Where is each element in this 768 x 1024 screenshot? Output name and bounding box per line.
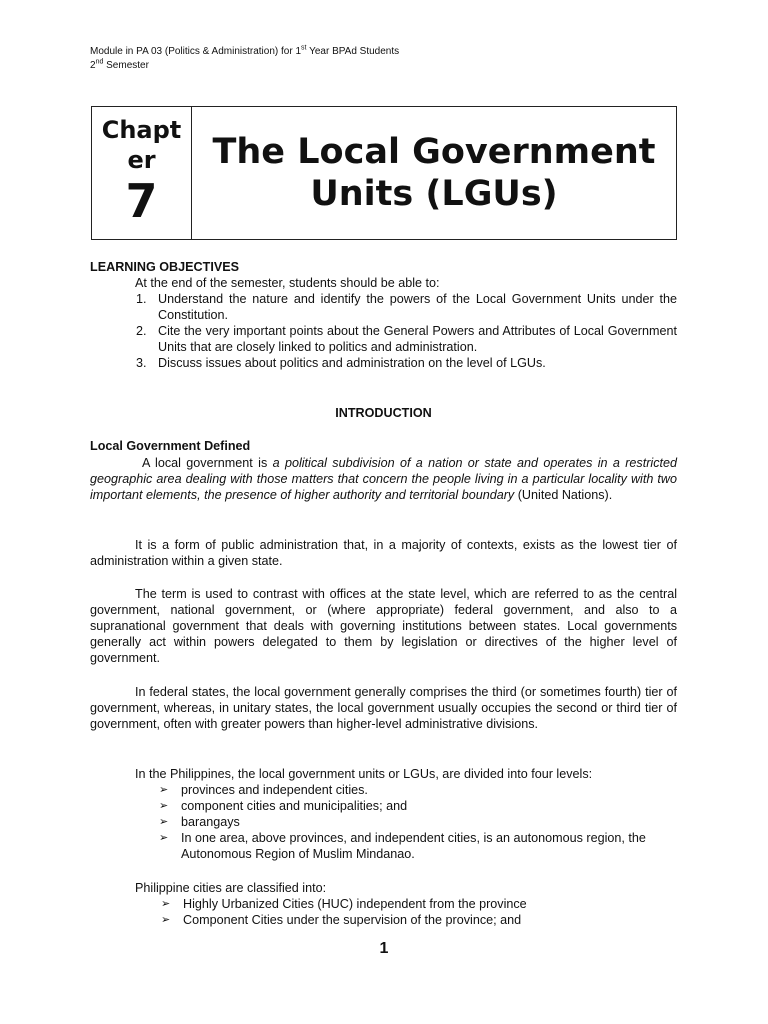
paragraph-public-administration: It is a form of public administration that, in a majority of contexts, exists as the lowest tier of administration within a given state. [90, 538, 677, 568]
header-line-1-tail: Year BPAd Students [306, 46, 400, 57]
running-header [90, 45, 399, 73]
arrow-bullet-icon: ➢ [161, 914, 171, 926]
chapter-cell [92, 107, 192, 239]
arrow-bullet-icon: ➢ [159, 784, 169, 796]
list-item-text: Discuss issues about politics and administration on the level of LGUs. [158, 356, 546, 370]
list-item [161, 912, 677, 928]
list-item [90, 355, 677, 371]
page-number: 1 [379, 940, 389, 957]
paragraph-definition [90, 455, 677, 503]
city-classes-list [161, 896, 677, 928]
list-item [90, 291, 677, 323]
header-line-2-tail: Semester [103, 60, 149, 71]
paragraph-city-classes: Philippine cities are classified into: [135, 881, 327, 895]
header-line-2-sup: nd [95, 58, 104, 66]
header-line-1-text: Module in PA 03 (Politics & Administration) for 1 [90, 46, 302, 57]
local-government-defined-heading: Local Government Defined [90, 439, 251, 453]
list-item-text: barangays [181, 815, 240, 829]
list-item-text: In one area, above provinces, and independent cities, is an autonomous region, the Autonomous Region of Muslim Mindanao. [181, 831, 646, 861]
paragraph-federal-states: In federal states, the local government generally comprises the third (or sometimes fourth) tier of government, whereas, in unitary states, the local government usually occupies the second or third tier of government, often with greater powers than higher-level administrative divisions. [90, 685, 677, 731]
arrow-bullet-icon: ➢ [161, 898, 171, 910]
list-item [159, 782, 677, 798]
list-item [159, 798, 677, 814]
chapter-title: The Local Government Units (LGUs) [212, 132, 656, 214]
learning-objectives-heading: LEARNING OBJECTIVES [90, 260, 240, 274]
list-item-text: Cite the very important points about the General Powers and Attributes of Local Government Units that are closely linked to politics and administration. [158, 324, 677, 354]
list-item-number: 2. [136, 324, 147, 338]
learning-objectives-list [90, 291, 677, 371]
header-line-2-text: 2 [90, 60, 96, 71]
chapter-number: 7 [125, 174, 158, 228]
definition-lead: A local government is [142, 456, 273, 470]
definition-citation: (United Nations). [514, 488, 613, 502]
list-item [90, 323, 677, 355]
lgu-levels-list [159, 782, 677, 862]
arrow-bullet-icon: ➢ [159, 816, 169, 828]
list-item-number: 1. [136, 292, 147, 306]
list-item [159, 814, 677, 830]
paragraph-philippines-levels: In the Philippines, the local government units or LGUs, are divided into four levels: [135, 767, 593, 781]
list-item [159, 830, 677, 862]
arrow-bullet-icon: ➢ [159, 800, 169, 812]
list-item-text: Component Cities under the supervision of the province; and [183, 913, 522, 927]
chapter-word: Chapter [101, 116, 182, 174]
header-line-2 [90, 59, 399, 73]
learning-objectives-intro: At the end of the semester, students should be able to: [135, 276, 440, 290]
list-item-text: provinces and independent cities. [181, 783, 368, 797]
chapter-title-box [91, 106, 677, 240]
list-item [161, 896, 677, 912]
paragraph-term-contrast: The term is used to contrast with offices at the state level, which are referred to as the central government, national government, or (where appropriate) federal government, and also to a supranational government that deals with governing institutions between states. Local governments generally act within powers delegated to them by legislation or directives of the higher level of government. [90, 587, 677, 665]
arrow-bullet-icon: ➢ [159, 832, 169, 844]
list-item-text: component cities and municipalities; and [181, 799, 408, 813]
header-line-1-sup: st [301, 44, 307, 52]
introduction-heading: INTRODUCTION [335, 406, 432, 420]
header-line-1 [90, 45, 399, 59]
definition-italic: a political subdivision of a nation or state and operates in a restricted geographic area dealing with those matters that concern the people living in a particular locality with two important elements, the presence of higher authority and territorial boundary [90, 456, 677, 502]
list-item-text: Understand the nature and identify the powers of the Local Government Units under the Constitution. [158, 292, 677, 322]
list-item-text: Highly Urbanized Cities (HUC) independent from the province [183, 897, 527, 911]
list-item-number: 3. [136, 356, 147, 370]
